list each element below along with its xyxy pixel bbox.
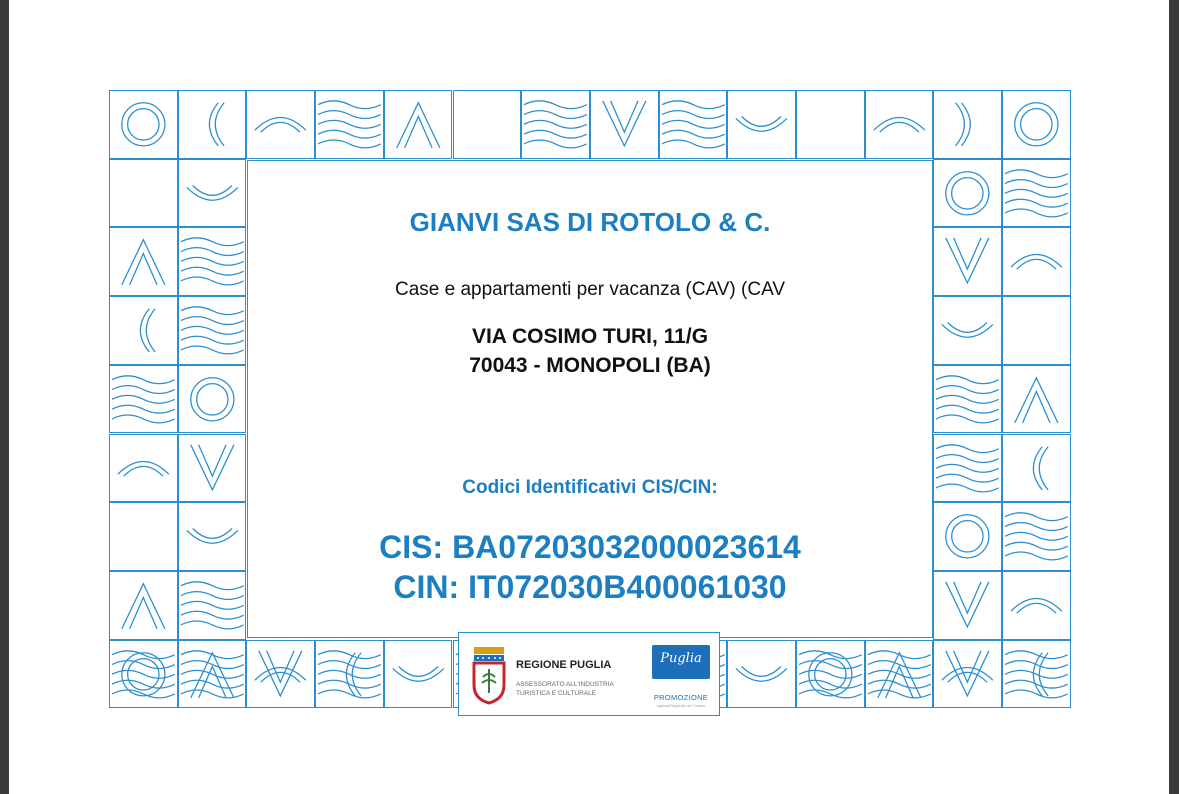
accommodation-category: Case e appartamenti per vacanza (CAV) (CAV (394, 279, 786, 300)
border-tile (109, 227, 178, 296)
border-tile (933, 434, 1002, 503)
border-tile (933, 90, 1002, 159)
region-crest-icon (471, 645, 507, 705)
border-tile (933, 365, 1002, 434)
region-subtitle-line-1: ASSESSORATO ALL'INDUSTRIA (516, 681, 614, 688)
border-tile (865, 640, 934, 709)
wave-pattern-icon (1003, 641, 1070, 708)
border-tile (109, 159, 178, 228)
wave-pattern-icon (660, 91, 727, 158)
wave-pattern-icon (1003, 228, 1070, 295)
border-tile (109, 365, 178, 434)
region-name: REGIONE PUGLIA (516, 659, 612, 671)
wave-pattern-icon (385, 91, 452, 158)
border-tile (796, 90, 865, 159)
wave-pattern-icon (110, 297, 177, 364)
wave-pattern-icon (934, 572, 1001, 639)
promozione-tagline: Agenzia Regionale del Turismo (656, 704, 706, 708)
border-tile (727, 640, 796, 709)
logo-bar (458, 632, 720, 716)
border-tile (109, 640, 178, 709)
border-tile (178, 434, 247, 503)
border-tile (178, 365, 247, 434)
border-tile (1002, 640, 1071, 709)
cin-code: CIN: IT072030B400061030 (393, 569, 787, 605)
border-tile (865, 90, 934, 159)
wave-pattern-icon (934, 435, 1001, 502)
border-tile (178, 502, 247, 571)
wave-pattern-icon (110, 91, 177, 158)
wave-pattern-icon (522, 91, 589, 158)
wave-pattern-icon (934, 503, 1001, 570)
wave-pattern-icon (454, 91, 521, 158)
border-tile (590, 90, 659, 159)
wave-pattern-icon (934, 297, 1001, 364)
border-tile (109, 502, 178, 571)
company-name: GIANVI SAS DI ROTOLO & C. (409, 207, 771, 237)
border-tile (796, 640, 865, 709)
border-tile (178, 159, 247, 228)
wave-pattern-icon (866, 91, 933, 158)
wave-pattern-icon (797, 641, 864, 708)
border-tile (659, 90, 728, 159)
wave-pattern-icon (934, 641, 1001, 708)
border-tile (178, 90, 247, 159)
border-tile (384, 640, 453, 709)
wave-pattern-icon (179, 228, 246, 295)
wave-pattern-icon (179, 503, 246, 570)
wave-pattern-icon (179, 297, 246, 364)
wave-pattern-icon (247, 91, 314, 158)
codes-title: Codici Identificativi CIS/CIN: (462, 477, 718, 498)
address-line-1: VIA COSIMO TURI, 11/G (471, 325, 709, 348)
border-tile (933, 296, 1002, 365)
wave-pattern-icon (1003, 91, 1070, 158)
wave-pattern-icon (934, 366, 1001, 433)
border-tile (933, 159, 1002, 228)
promozione-label: PROMOZIONE (653, 693, 709, 702)
wave-pattern-icon (728, 91, 795, 158)
border-tile (1002, 159, 1071, 228)
wave-pattern-icon (179, 160, 246, 227)
border-tile (933, 502, 1002, 571)
wave-pattern-icon (591, 91, 658, 158)
info-panel (247, 160, 933, 638)
border-tile (178, 296, 247, 365)
border-tile (315, 640, 384, 709)
border-tile (315, 90, 384, 159)
wave-pattern-icon (385, 641, 452, 708)
wave-pattern-icon (110, 435, 177, 502)
wave-pattern-icon (1003, 503, 1070, 570)
wave-pattern-icon (1003, 572, 1070, 639)
region-subtitle-line-2: TURISTICA E CULTURALE (516, 690, 597, 697)
wave-pattern-icon (1003, 160, 1070, 227)
border-tile (1002, 227, 1071, 296)
wave-pattern-icon (179, 641, 246, 708)
border-tile (933, 640, 1002, 709)
border-tile (109, 434, 178, 503)
wave-pattern-icon (728, 641, 795, 708)
border-tile (933, 571, 1002, 640)
border-tile (246, 90, 315, 159)
wave-pattern-icon (934, 91, 1001, 158)
cis-code: CIS: BA07203032000023614 (379, 529, 801, 565)
wave-pattern-icon (179, 572, 246, 639)
border-tile (933, 227, 1002, 296)
wave-pattern-icon (934, 228, 1001, 295)
puglia-script-text: Puglia (660, 651, 702, 666)
wave-pattern-icon (110, 572, 177, 639)
wave-pattern-icon (1003, 435, 1070, 502)
wave-pattern-icon (110, 641, 177, 708)
wave-pattern-icon (247, 641, 314, 708)
wave-pattern-icon (110, 160, 177, 227)
border-tile (1002, 365, 1071, 434)
border-tile (178, 640, 247, 709)
wave-pattern-icon (1003, 297, 1070, 364)
wave-pattern-icon (179, 91, 246, 158)
wave-pattern-icon (179, 435, 246, 502)
wave-pattern-icon (110, 366, 177, 433)
border-tile (1002, 90, 1071, 159)
wave-pattern-icon (179, 366, 246, 433)
border-tile (109, 90, 178, 159)
border-tile (727, 90, 796, 159)
puglia-promozione-logo (652, 645, 710, 679)
wave-pattern-icon (934, 160, 1001, 227)
address-line-2: 70043 - MONOPOLI (BA) (469, 354, 711, 377)
border-tile (178, 227, 247, 296)
wave-pattern-icon (866, 641, 933, 708)
border-tile (1002, 296, 1071, 365)
border-tile (246, 640, 315, 709)
border-tile (109, 296, 178, 365)
wave-pattern-icon (316, 641, 383, 708)
border-tile (521, 90, 590, 159)
wave-pattern-icon (1003, 366, 1070, 433)
document-page (9, 0, 1169, 794)
border-tile (1002, 571, 1071, 640)
wave-pattern-icon (110, 228, 177, 295)
border-tile (1002, 502, 1071, 571)
border-tile (178, 571, 247, 640)
wave-pattern-icon (110, 503, 177, 570)
border-tile (109, 571, 178, 640)
wave-pattern-icon (797, 91, 864, 158)
border-tile (1002, 434, 1071, 503)
border-tile (453, 90, 522, 159)
wave-pattern-icon (316, 91, 383, 158)
border-tile (384, 90, 453, 159)
